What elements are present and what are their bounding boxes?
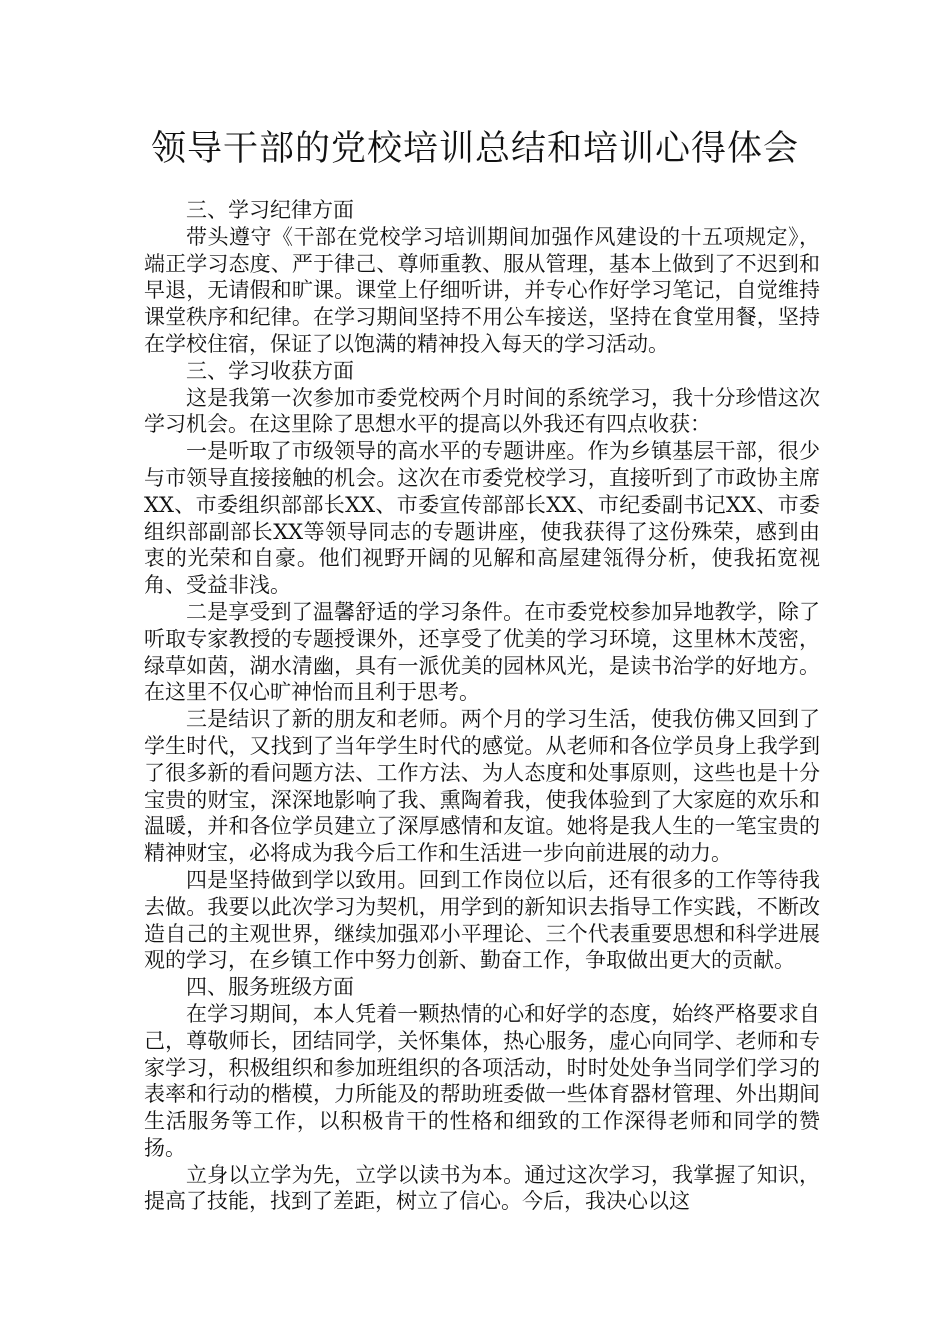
paragraph-gain-three: 三是结识了新的朋友和老师。两个月的学习生活，使我仿佛又回到了学生时代，又找到了当年学生时代的感觉。从老师和各位学员身上我学到了很多新的看问题方法、工作方法、为人态度和处事原则，这些也是十分宝贵的财宝，深深地影响了我、熏陶着我，使我体验到了大家庭的欢乐和温暖，并和各位学员建立了深厚感情和友谊。她将是我人生的一笔宝贵的精神财宝，必将成为我今后工作和生活进一步向前进展的动力。 bbox=[144, 707, 820, 866]
section-heading-discipline: 三、学习纪律方面 bbox=[186, 198, 354, 222]
document-body bbox=[144, 197, 820, 1215]
section-heading-gains: 三、学习收获方面 bbox=[186, 358, 354, 383]
paragraph-service: 在学习期间，本人凭着一颗热情的心和好学的态度，始终严格要求自己，尊敬师长，团结同学，关怀集体，热心服务，虚心向同学、老师和专家学习，积极组织和参加班组织的各项活动，时时处处争当同学们学习的表率和行动的楷模，力所能及的帮助班委做一些体育器材管理、外出期间生活服务等工作，以积极肯干的性格和细致的工作深得老师和同学的赞扬。 bbox=[144, 1001, 820, 1160]
paragraph-gain-four: 四是坚持做到学以致用。回到工作岗位以后，还有很多的工作等待我去做。我要以此次学习为契机，用学到的新知识去指导工作实践，不断改造自己的主观世界，继续加强邓小平理论、三个代表重要思想和科学进展观的学习，在乡镇工作中努力创新、勤奋工作，争取做出更大的贡献。 bbox=[144, 867, 820, 973]
paragraph-discipline: 带头遵守《干部在党校学习培训期间加强作风建设的十五项规定》，端正学习态度、严于律己、尊师重教、服从管理，基本上做到了不迟到和早退，无请假和旷课。课堂上仔细听讲，并专心作好学习笔记，自觉维持课堂秩序和纪律。在学习期间坚持不用公车接送，坚持在食堂用餐，坚持在学校住宿，保证了以饱满的精神投入每天的学习活动。 bbox=[144, 224, 820, 356]
document-title: 领导干部的党校培训总结和培训心得体会 bbox=[150, 129, 799, 169]
section-heading-service: 四、服务班级方面 bbox=[186, 975, 354, 1000]
paragraph-gain-two: 二是享受到了温馨舒适的学习条件。在市委党校参加异地教学，除了听取专家教授的专题授课外，还享受了优美的学习环境，这里林木茂密，绿草如茵，湖水清幽，具有一派优美的园林风光，是读书治学的好地方。在这里不仅心旷神怡而且利于思考。 bbox=[144, 599, 820, 705]
paragraph-gains-intro: 这是我第一次参加市委党校两个月时间的系统学习，我十分珍惜这次学习机会。在这里除了思想水平的提高以外我还有四点收获： bbox=[144, 385, 820, 437]
paragraph-gain-one: 一是听取了市级领导的高水平的专题讲座。作为乡镇基层干部，很少与市领导直接接触的机会。这次在市委党校学习，直接听到了市政协主席XX、市委组织部部长XX、市委宣传部部长XX、市纪委副书记XX、市委组织部副部长XX等领导同志的专题讲座，使我获得了这份殊荣，感到由衷的光荣和自豪。他们视野开阔的见解和高屋建瓴得分析，使我拓宽视角、受益非浅。 bbox=[144, 439, 820, 598]
paragraph-conclusion: 立身以立学为先，立学以读书为本。通过这次学习，我掌握了知识，提高了技能，找到了差距，树立了信心。今后，我决心以这 bbox=[144, 1162, 820, 1214]
